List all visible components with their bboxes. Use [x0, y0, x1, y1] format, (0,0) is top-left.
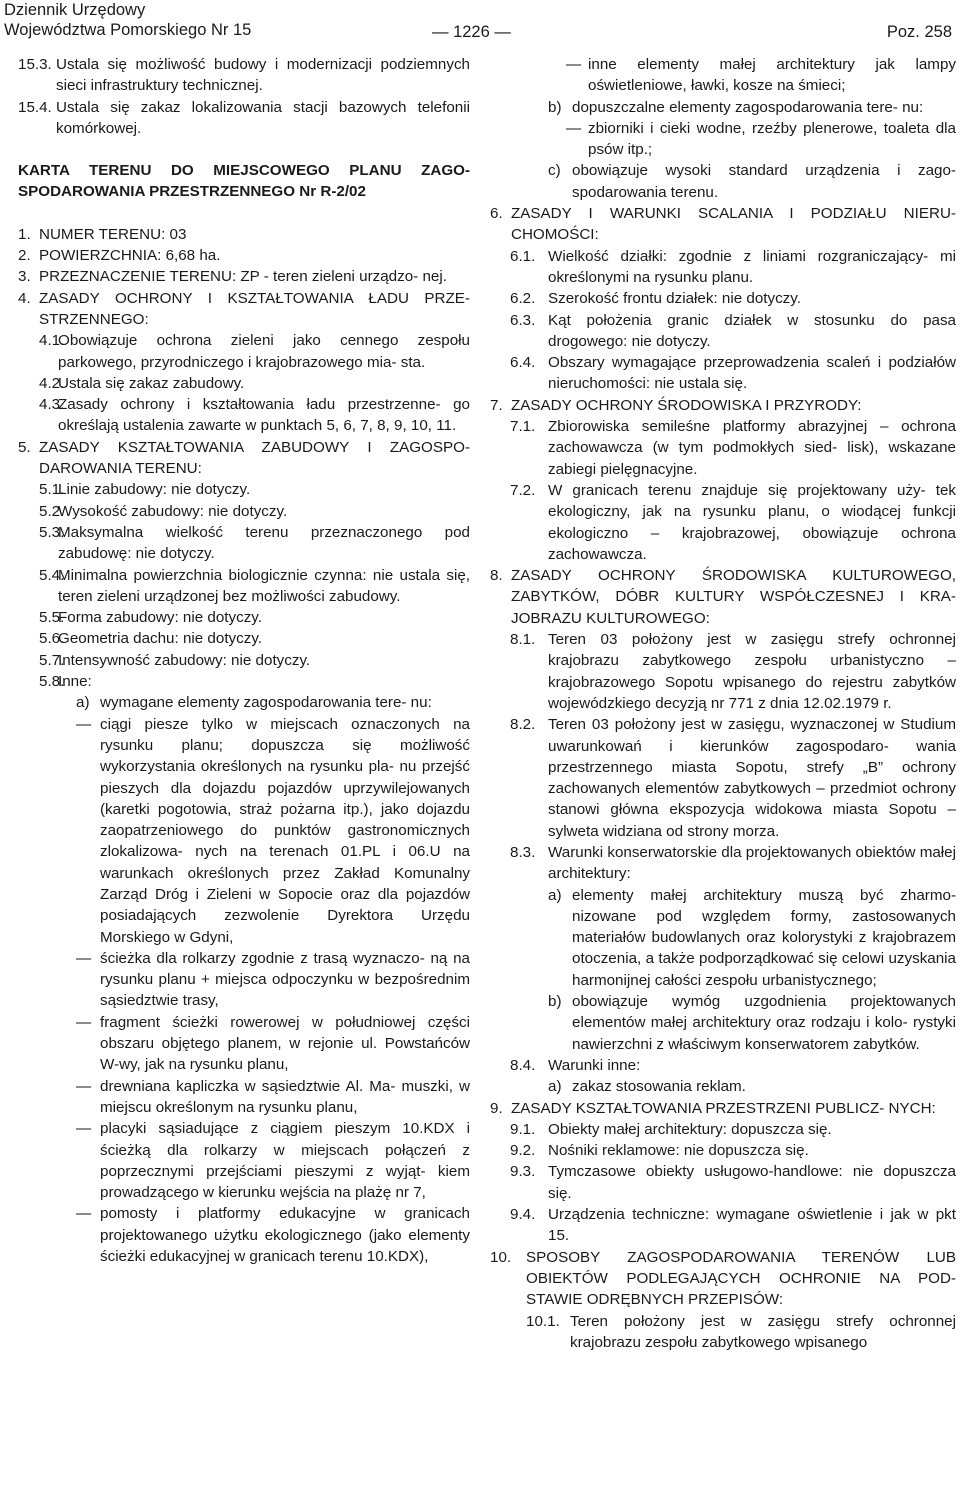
- list-item: [18, 671, 470, 692]
- item-number: 4.: [18, 289, 31, 307]
- item-text: Obowiązuje ochrona zieleni jako cennego zespołu parkowego, przyrodniczego i krajobrazowego mia- sta.: [58, 332, 470, 371]
- item-number: 4.1.: [39, 332, 65, 350]
- item-text: Nośniki reklamowe: nie dopuszcza się.: [548, 1142, 809, 1160]
- item-text: wymagane elementy zagospodarowania tere- nu:: [100, 694, 432, 712]
- item-number: —: [76, 1077, 92, 1095]
- item-text: Obiekty małej architektury: dopuszcza się.: [548, 1120, 832, 1138]
- list-item: [18, 607, 470, 628]
- list-item: [490, 885, 956, 991]
- item-number: 5.5.: [39, 609, 65, 627]
- item-text: Inne:: [58, 673, 92, 691]
- list-item: [18, 1203, 470, 1267]
- item-number: 5.3.: [39, 523, 65, 541]
- item-number: 9.4.: [510, 1206, 536, 1224]
- list-item: [18, 288, 470, 331]
- list-item: [490, 1247, 956, 1311]
- list-item: [18, 394, 470, 437]
- item-text: Wysokość zabudowy: nie dotyczy.: [58, 502, 288, 520]
- item-number: 5.4.: [39, 566, 65, 584]
- item-number: 8.3.: [510, 843, 536, 861]
- item-text: Ustala się możliwość budowy i modernizacji podziemnych sieci infrastruktury technicznej.: [56, 56, 470, 95]
- spacer: [18, 139, 470, 160]
- item-text: Zasady ochrony i kształtowania ładu przestrzenne- go określają ustalenia zawarte w punktach 5, 6, 7, 8, 9, 10, 11.: [58, 396, 470, 435]
- item-text: zakaz stosowania reklam.: [572, 1078, 746, 1096]
- item-text: Zbiorowiska semileśne platformy abrazyjnej – ochrona zachowawcza (w tym podmokłych sied- lisk), wskazane zabiegi pielęgnacyjne.: [548, 418, 956, 478]
- item-text: pomosty i platformy edukacyjne w granicach projektowanego użytku ekologicznego (jako elementy ścieżki edukacyjnej w granicach terenu 10.KDX),: [100, 1205, 470, 1266]
- item-text: ciągi piesze tylko w miejscach oznaczonych na rysunku planu; dopuszcza się możliwość wykorzystania określonych na rysunku pla- nu przejść pieszych dla dojazdu pojazdów uprzywilejowanych (karetki pogotowia, straż pożarna itp.), jako dojazdu zaopatrzeniowego do punktów gastronomicznych zlokalizowa- nych na terenach 01.PL i 06.U na warunkach określonych przez Zakład Komunalny Zarząd Dróg i Zieleni w Sopocie oraz dla pojazdów posiadających zezwolenie Dyrektora Urzędu Morskiego w Gdyni,: [100, 715, 470, 946]
- item-number: 5.2.: [39, 502, 65, 520]
- list-item: [18, 948, 470, 1012]
- item-text: ZASADY KSZTAŁTOWANIA PRZESTRZENI PUBLICZ- NYCH:: [511, 1099, 936, 1117]
- item-number: 9.: [490, 1099, 503, 1117]
- item-text: NUMER TERENU: 03: [39, 225, 187, 243]
- item-number: 9.1.: [510, 1120, 536, 1138]
- list-item: [490, 160, 956, 203]
- item-text: Kąt położenia granic działek w stosunku do pasa drogowego: nie dotyczy.: [548, 311, 956, 350]
- item-number: 8.2.: [510, 716, 536, 734]
- item-number: 5.8.: [39, 673, 65, 691]
- journal-title-line2: Województwa Pomorskiego Nr 15: [4, 21, 252, 39]
- item-text: ZASADY I WARUNKI SCALANIA I PODZIAŁU NIERU- CHOMOŚCI:: [511, 205, 956, 244]
- item-number: 6.1.: [510, 247, 536, 265]
- list-item: [18, 1118, 470, 1203]
- list-item: [490, 1098, 956, 1119]
- item-number: 15.3.: [18, 56, 52, 73]
- item-number: 15.4.: [18, 98, 52, 116]
- item-text: Ustala się zakaz lokalizowania stacji bazowych telefonii komórkowej.: [56, 98, 470, 137]
- item-text: Wielkość działki: zgodnie z liniami rozgraniczający- mi określonymi na rysunku planu.: [548, 247, 956, 286]
- item-text: Tymczasowe obiekty usługowo-handlowe: nie dopuszcza się.: [548, 1163, 956, 1202]
- list-item: [490, 54, 956, 97]
- item-text: obowiązuje wysoki standard urządzenia i zago- spodarowania terenu.: [572, 162, 956, 201]
- list-item: [490, 352, 956, 395]
- list-item: [18, 1012, 470, 1076]
- item-number: —: [76, 1205, 92, 1223]
- spacer: [18, 203, 470, 224]
- item-text: Urządzenia techniczne: wymagane oświetlenie i jak w pkt 15.: [548, 1206, 956, 1245]
- item-number: 10.: [490, 1248, 512, 1266]
- item-number: 3.: [18, 268, 31, 286]
- list-item: [18, 97, 470, 140]
- list-item: [18, 479, 470, 500]
- list-item: [18, 565, 470, 608]
- item-number: a): [76, 694, 90, 712]
- list-item: [18, 266, 470, 287]
- item-text: ścieżka dla rolkarzy zgodnie z trasą wyznaczo- ną na rysunku planu + miejsca odpoczynku w bezpośrednim sąsiedztwie trasy,: [100, 949, 470, 1010]
- list-item: [490, 714, 956, 842]
- item-number: 6.3.: [510, 311, 536, 329]
- list-item: [490, 118, 956, 161]
- item-text: Geometria dachu: nie dotyczy.: [58, 630, 263, 648]
- list-item: [18, 437, 470, 480]
- item-number: 7.2.: [510, 481, 536, 499]
- item-text: Forma zabudowy: nie dotyczy.: [58, 609, 262, 627]
- item-text: elementy małej architektury muszą być zharmo- nizowane pod względem formy, zastosowanych materiałów budowlanych oraz kolorystyki z krajobrazem otoczenia, a także podporządkować się celowi uzyskania harmonijnej całości zespołu urbanistycznego;: [572, 886, 956, 989]
- position-number: Poz. 258: [886, 23, 952, 41]
- item-text: Linie zabudowy: nie dotyczy.: [58, 481, 251, 499]
- item-text: Teren 03 położony jest w zasięgu, wyznaczonej w Studium uwarunkowań i kierunków zagospodaro- wania przestrzennego miasta Sopotu, strefy „B” ochrony zachowanych elementów zabytkowych – przedmiot ochrony stanowi główna ekspozycja widokowa miasta Sopotu – sylweta widziana od strony morza.: [548, 716, 956, 840]
- list-item: [18, 224, 470, 245]
- list-item: [490, 1204, 956, 1247]
- item-number: 5.7.: [39, 651, 65, 669]
- item-text: Teren 03 położony jest w zasięgu strefy ochronnej krajobrazu zabytkowego zespołu urbanistyczno – krajobrazowego Sopotu wpisanego do rejestru zabytków wojewódzkiego decyzją nr 771 z dnia 12.02.1979 r.: [548, 631, 956, 712]
- item-number: 9.2.: [510, 1142, 536, 1160]
- list-item: [490, 288, 956, 309]
- list-item: [18, 54, 470, 97]
- list-item: [18, 330, 470, 373]
- item-text: dopuszczalne elementy zagospodarowania tere- nu:: [572, 98, 924, 116]
- list-item: [490, 395, 956, 416]
- item-number: —: [566, 119, 582, 137]
- item-number: 6.2.: [510, 290, 536, 308]
- item-number: 5.1.: [39, 481, 65, 499]
- list-item: [18, 650, 470, 671]
- list-item: [490, 246, 956, 289]
- item-text: Intensywność zabudowy: nie dotyczy.: [58, 651, 311, 669]
- list-item: [490, 991, 956, 1055]
- item-number: 4.3.: [39, 396, 65, 414]
- item-text: Warunki konserwatorskie dla projektowanych obiektów małej architektury:: [548, 843, 956, 883]
- item-number: 7.1.: [510, 418, 536, 436]
- list-item: [490, 480, 956, 565]
- item-number: b): [548, 993, 562, 1011]
- list-item: [18, 628, 470, 649]
- right-column: [490, 54, 956, 1353]
- list-item: [490, 629, 956, 714]
- list-item: [490, 842, 956, 885]
- journal-title: [4, 0, 251, 40]
- item-number: 8.: [490, 567, 503, 585]
- list-item: [490, 1119, 956, 1140]
- item-text: ZASADY OCHRONY ŚRODOWISKA KULTUROWEGO, ZABYTKÓW, DÓBR KULTURY WSPÓŁCZESNEJ I KRA- JOBRAZU KULTUROWEGO:: [511, 567, 956, 627]
- item-number: —: [76, 1120, 92, 1138]
- list-item: [490, 203, 956, 246]
- item-number: —: [566, 56, 582, 73]
- item-text: Szerokość frontu działek: nie dotyczy.: [548, 290, 801, 308]
- item-text: Minimalna powierzchnia biologicznie czynna: nie ustala się, teren zieleni urządzonej bez możliwości zabudowy.: [58, 566, 470, 605]
- item-number: a): [548, 886, 562, 904]
- item-text: POWIERZCHNIA: 6,68 ha.: [39, 247, 221, 265]
- item-text: ZASADY OCHRONY I KSZTAŁTOWANIA ŁADU PRZE- STRZENNEGO:: [39, 289, 470, 328]
- page-number: — 1226 —: [432, 23, 511, 41]
- list-item: [490, 1055, 956, 1076]
- item-text: fragment ścieżki rowerowej w południowej części obszaru objętego planem, w rejonie ul. Powstańców W-wy, jak na rysunku planu,: [100, 1013, 470, 1074]
- list-item: [490, 1076, 956, 1097]
- item-number: 9.3.: [510, 1163, 536, 1181]
- item-text: Maksymalna wielkość terenu przeznaczonego pod zabudowę: nie dotyczy.: [58, 523, 470, 563]
- item-text: obowiązuje wymóg uzgodnienia projektowanych elementów małej architektury oraz rodzaju i kolo- rystyki nawierzchni z właściwym konserwatorem zabytków.: [572, 993, 956, 1053]
- item-number: —: [76, 1013, 92, 1031]
- item-number: 8.1.: [510, 631, 536, 649]
- journal-title-line1: Dziennik Urzędowy: [4, 1, 146, 19]
- left-column: [18, 54, 470, 1267]
- item-text: Ustala się zakaz zabudowy.: [58, 374, 245, 392]
- item-number: 2.: [18, 247, 31, 265]
- list-item: [18, 1076, 470, 1119]
- item-number: c): [548, 162, 561, 180]
- item-number: —: [76, 949, 92, 967]
- item-number: —: [76, 715, 92, 733]
- list-item: [490, 416, 956, 480]
- page-header: [0, 0, 960, 44]
- section-heading: [18, 160, 470, 203]
- item-number: 7.: [490, 396, 503, 414]
- item-number: 6.: [490, 205, 503, 223]
- item-text: placyki sąsiadujące z ciągiem pieszym 10.KDX i ścieżką dla rolkarzy w miejscach połączeń z poprzecznymi przejściami pieszymi z wyjąt- kiem prowadzącego w kierunku wejścia na plażę nr 7,: [100, 1120, 470, 1202]
- item-text: ZASADY KSZTAŁTOWANIA ZABUDOWY I ZAGOSPO- DAROWANIA TERENU:: [39, 438, 470, 478]
- list-item: [490, 565, 956, 629]
- list-item: [18, 692, 470, 713]
- list-item: [490, 310, 956, 353]
- list-item: [490, 1311, 956, 1354]
- item-number: 8.4.: [510, 1056, 536, 1074]
- item-text: inne elementy małej architektury jak lampy oświetleniowe, ławki, kosze na śmieci;: [588, 56, 956, 95]
- item-number: a): [548, 1078, 562, 1096]
- item-text: zbiorniki i cieki wodne, rzeźby plenerowe, toaleta dla psów itp.;: [588, 119, 956, 159]
- item-text: Warunki inne:: [548, 1056, 641, 1074]
- item-number: 5.6.: [39, 630, 65, 648]
- item-text: PRZEZNACZENIE TERENU: ZP - teren zieleni urządzo- nej.: [39, 268, 447, 286]
- item-text: drewniana kapliczka w sąsiedztwie Al. Ma- muszki, w miejscu określonym na rysunku planu,: [100, 1077, 470, 1116]
- item-number: 10.1.: [526, 1312, 560, 1330]
- item-number: 4.2.: [39, 374, 65, 392]
- item-number: 6.4.: [510, 354, 536, 372]
- item-number: b): [548, 98, 562, 116]
- list-item: [490, 1161, 956, 1204]
- item-text: KARTA TERENU DO MIEJSCOWEGO PLANU ZAGO- SPODAROWANIA PRZESTRZENNEGO Nr R-2/02: [18, 162, 470, 201]
- item-text: ZASADY OCHRONY ŚRODOWISKA I PRZYRODY:: [511, 396, 862, 414]
- item-text: Teren położony jest w zasięgu strefy ochronnej krajobrazu zespołu zabytkowego wpisanego: [570, 1312, 956, 1351]
- list-item: [18, 522, 470, 565]
- item-number: 5.: [18, 438, 31, 456]
- list-item: [18, 245, 470, 266]
- list-item: [490, 97, 956, 118]
- list-item: [18, 714, 470, 948]
- list-item: [490, 1140, 956, 1161]
- item-text: SPOSOBY ZAGOSPODAROWANIA TERENÓW LUB OBIEKTÓW PODLEGAJĄCYCH OCHRONIE NA POD- STAWIE ODRĘBNYCH PRZEPISÓW:: [526, 1248, 956, 1309]
- list-item: [18, 501, 470, 522]
- list-item: [18, 373, 470, 394]
- item-text: W granicach terenu znajduje się projektowany uży- tek ekologiczny, jak na rysunku planu, o wiodącej funkcji ekologiczno – krajobrazowej, obowiązuje ochrona zachowawcza.: [548, 481, 956, 563]
- item-number: 1.: [18, 225, 31, 243]
- item-text: Obszary wymagające przeprowadzenia scaleń i podziałów nieruchomości: nie ustala się.: [548, 354, 956, 393]
